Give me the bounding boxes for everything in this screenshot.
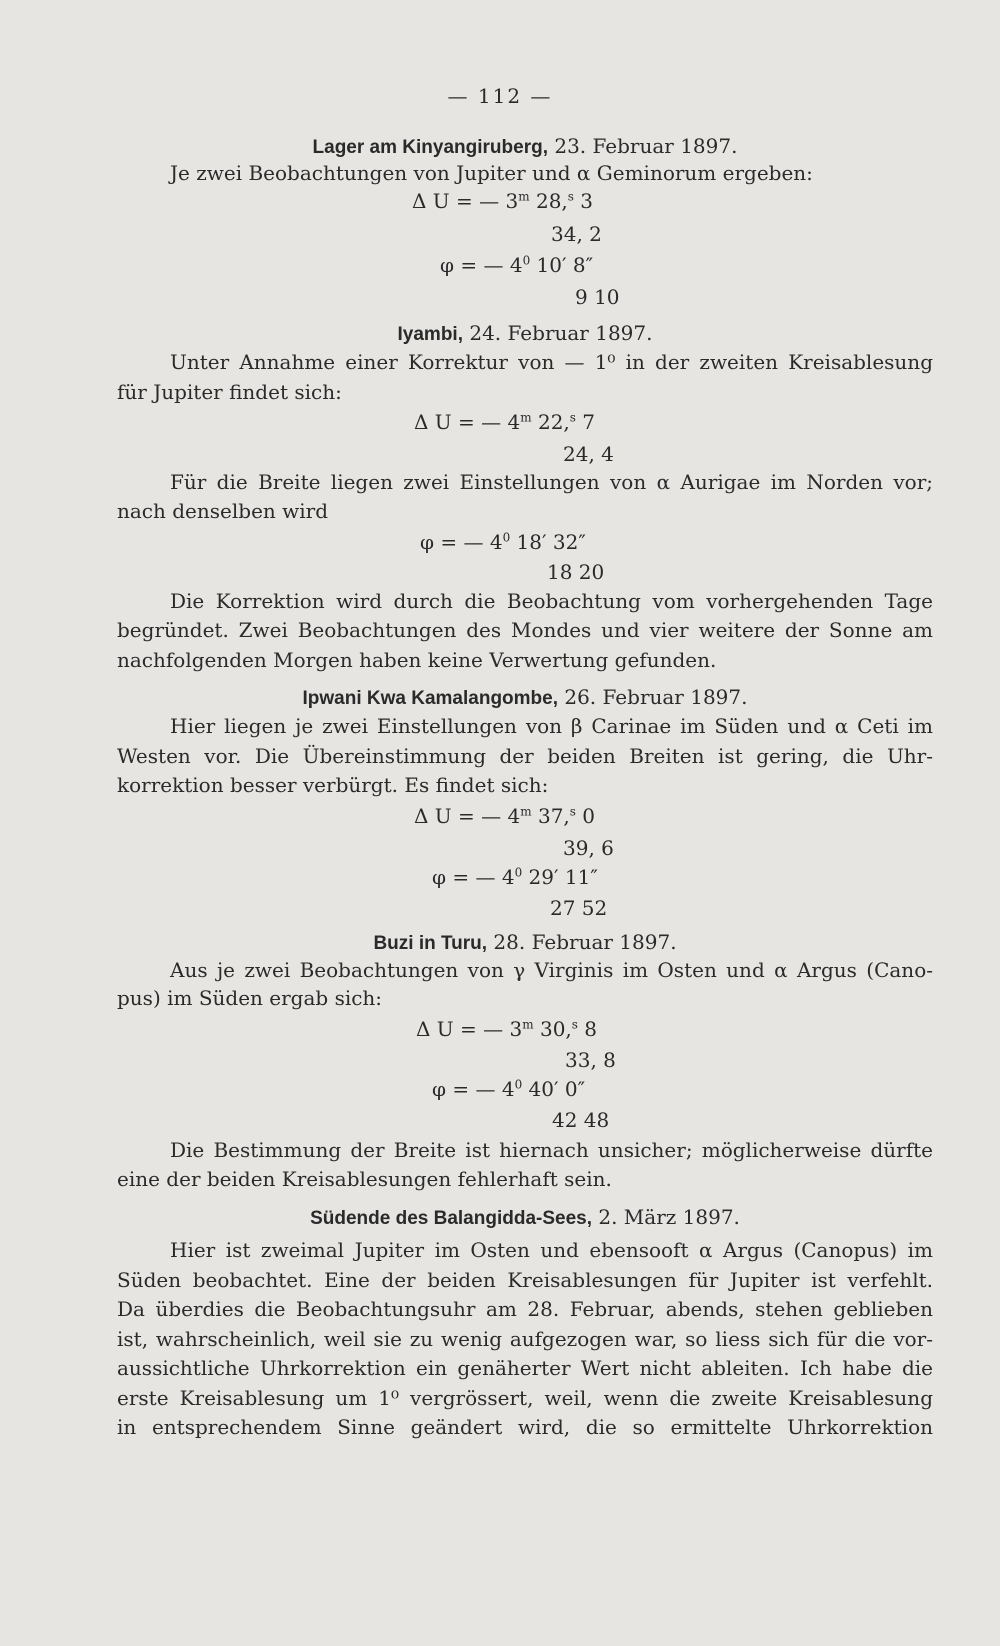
section-heading <box>110 685 940 710</box>
paragraph-line: Da überdies die Beobachtungsuhr am 28. Februar, abends, stehen geblieben <box>117 1297 933 1321</box>
paragraph-line: Westen vor. Die Übereinstimmung der beiden Breiten ist gering, die Uhr- <box>117 744 933 768</box>
place-name: Lager am Kinyangiruberg, <box>312 137 548 158</box>
equation-value: 27 52 <box>550 896 608 920</box>
paragraph-line: ist, wahrscheinlich, weil sie zu wenig aufgezogen war, so liess sich für die vor- <box>117 1327 933 1351</box>
paragraph-line: Die Bestimmung der Breite ist hiernach unsicher; möglicherweise dürfte <box>170 1138 933 1162</box>
heading-date: 2. März 1897. <box>592 1205 740 1229</box>
paragraph-line: Unter Annahme einer Korrektur von — 1⁰ in der zweiten Kreisablesung <box>170 350 933 374</box>
paragraph-line: in entsprechendem Sinne geändert wird, die so ermittelte Uhrkorrektion <box>117 1415 933 1439</box>
paragraph-line: nachfolgenden Morgen haben keine Verwertung gefunden. <box>117 648 717 672</box>
place-name: Ipwani Kwa Kamalangombe, <box>302 688 558 709</box>
heading-date: 24. Februar 1897. <box>463 321 653 345</box>
equation-delta-u: Δ U = — 3$^m$ 28,$^s$ 3 <box>412 189 594 213</box>
equation-value: 42 48 <box>552 1108 610 1132</box>
equation-value: 34, 2 <box>551 222 602 246</box>
paragraph-line: aussichtliche Uhrkorrektion ein genäherter Wert nicht ableiten. Ich habe die <box>117 1356 933 1380</box>
equation-phi: φ = — $4^0$ 18′ 32″ <box>420 530 586 554</box>
paragraph-line: Hier ist zweimal Jupiter im Osten und ebensooft α Argus (Canopus) im <box>170 1238 933 1262</box>
paragraph-line: für Jupiter findet sich: <box>117 380 342 404</box>
paragraph-line: nach denselben wird <box>117 499 329 523</box>
equation-value: 9 10 <box>575 285 620 309</box>
equation-delta-u: Δ U = — 3$^m$ 30,$^s$ 8 <box>416 1017 598 1041</box>
equation-delta-u: Δ U = — 4$^m$ 37,$^s$ 0 <box>414 804 596 828</box>
paragraph-line: pus) im Süden ergab sich: <box>117 986 383 1010</box>
equation-value: 39, 6 <box>563 836 614 860</box>
paragraph-line: Süden beobachtet. Eine der beiden Kreisablesungen für Jupiter ist verfehlt. <box>117 1268 933 1292</box>
heading-date: 23. Februar 1897. <box>547 134 738 158</box>
paragraph-line: erste Kreisablesung um 1⁰ vergrössert, weil, wenn die zweite Kreisablesung <box>117 1386 933 1410</box>
paragraph-line: korrektion besser verbürgt. Es findet sich: <box>117 773 549 797</box>
section-heading <box>110 930 940 955</box>
equation-value: 33, 8 <box>565 1048 616 1072</box>
heading-date: 26. Februar 1897. <box>558 685 748 709</box>
equation-value: 24, 4 <box>563 442 614 466</box>
equation-delta-u: Δ U = — 4$^m$ 22,$^s$ 7 <box>414 410 596 434</box>
place-name: Südende des Balangidda-Sees, <box>310 1208 592 1229</box>
paragraph-line: Je zwei Beobachtungen von Jupiter und α Geminorum ergeben: <box>170 161 813 185</box>
section-heading <box>110 1205 940 1230</box>
equation-phi: φ = — $4^0$ 29′ 11″ <box>432 865 598 889</box>
equation-phi: φ = — $4^0$ 10′ 8″ <box>440 253 594 277</box>
equation-value: 18 20 <box>547 560 605 584</box>
section-heading <box>110 134 940 159</box>
heading-date: 28. Februar 1897. <box>487 930 677 954</box>
place-name: Buzi in Turu, <box>373 933 488 954</box>
page-number: — 112 — <box>447 84 553 108</box>
paragraph-line: eine der beiden Kreisablesungen fehlerhaft sein. <box>117 1167 612 1191</box>
place-name: Iyambi, <box>397 324 463 345</box>
paragraph-line: Die Korrektion wird durch die Beobachtung vom vorhergehenden Tage <box>170 589 933 613</box>
section-heading <box>110 321 940 346</box>
paragraph-line: Hier liegen je zwei Einstellungen von β Carinae im Süden und α Ceti im <box>170 714 933 738</box>
paragraph-line: Für die Breite liegen zwei Einstellungen von α Aurigae im Norden vor; <box>170 470 933 494</box>
paragraph-line: Aus je zwei Beobachtungen von γ Virginis im Osten und α Argus (Cano- <box>170 958 933 982</box>
equation-phi: φ = — $4^0$ 40′ 0″ <box>432 1077 586 1101</box>
paragraph-line: begründet. Zwei Beobachtungen des Mondes und vier weitere der Sonne am <box>117 618 933 642</box>
